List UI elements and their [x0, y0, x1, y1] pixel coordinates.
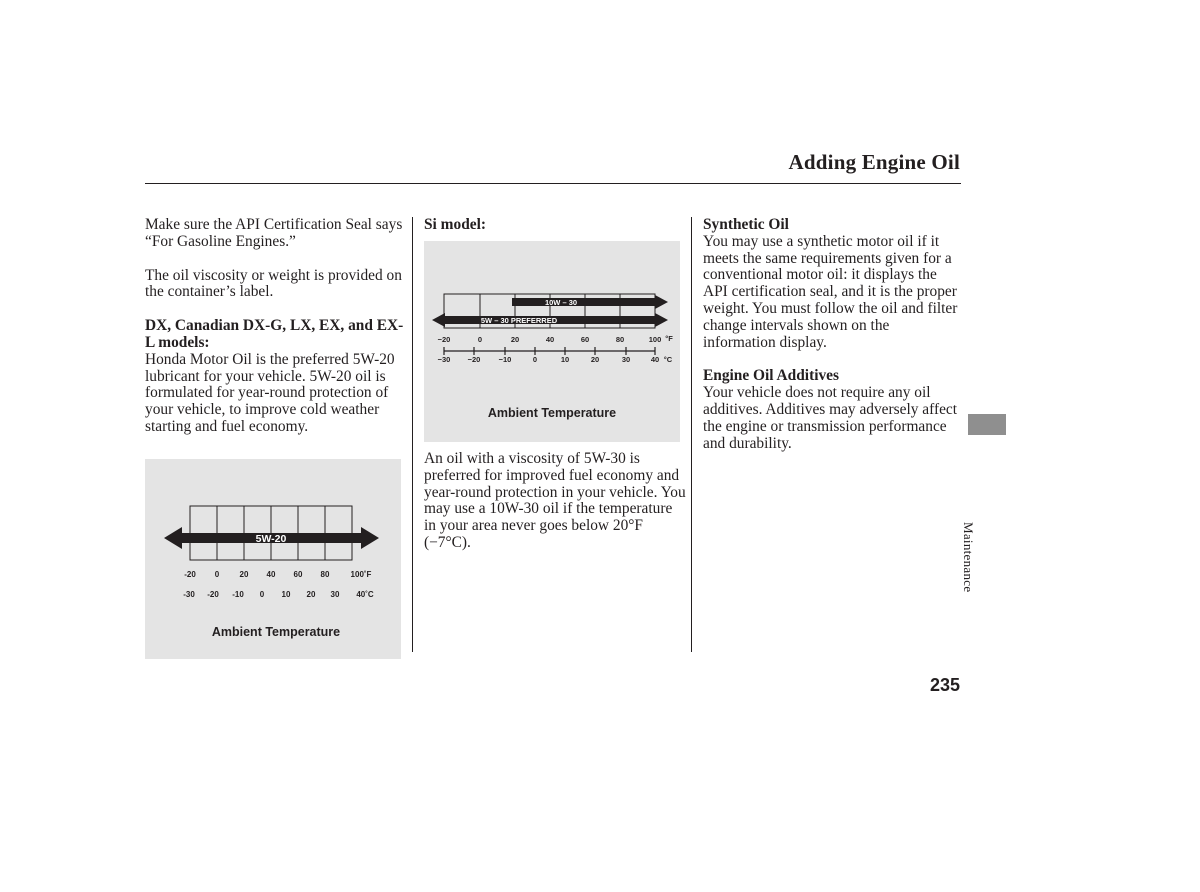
c-tick: 20 — [306, 590, 316, 599]
scale-axis — [444, 347, 655, 355]
section-tab-label: Maintenance — [961, 522, 976, 593]
f-tick: 80 — [615, 335, 625, 344]
f-tick: 0 — [477, 335, 483, 344]
column-1 — [145, 217, 407, 436]
f-tick: −20 — [437, 335, 451, 344]
c-tick: −20 — [467, 355, 481, 364]
page-number: 235 — [929, 675, 960, 695]
f-tick: 40 — [545, 335, 555, 344]
f-tick: 20 — [239, 570, 249, 579]
c-tick: 10 — [281, 590, 291, 599]
viscosity-chart-5w20 — [145, 459, 401, 659]
si-oil-paragraph: An oil with a viscosity of 5W-30 is preferred for improved fuel economy and year-round protection in your vehicle. You may use a 10W-30 oil if the temperature in your area never goes below 20°F (−7°C). — [424, 450, 686, 551]
c-tick: −30 — [437, 355, 451, 364]
api-seal-paragraph: Make sure the API Certification Seal says “For Gasoline Engines.” — [145, 216, 403, 250]
si-model-heading: Si model: — [424, 216, 486, 233]
c-tick: 30 — [621, 355, 631, 364]
models-heading: DX, Canadian DX-G, LX, EX, and EX-L models: — [145, 317, 404, 351]
synthetic-oil-paragraph: You may use a synthetic motor oil if it meets the same requirements given for a conventional motor oil: it displays the API certification seal, and it is the proper weight. You must follow the oil and filter change intervals shown on the information display. — [703, 232, 958, 351]
additives-heading: Engine Oil Additives — [703, 367, 839, 385]
c-tick: 10 — [560, 355, 570, 364]
c-tick: 20 — [590, 355, 600, 364]
f-tick: -20 — [184, 570, 196, 579]
f-tick: 100 — [648, 335, 662, 344]
chart2-caption: Ambient Temperature — [487, 406, 617, 420]
header-rule — [145, 183, 961, 184]
c-tick: 0 — [259, 590, 265, 599]
viscosity-chart-si — [424, 241, 680, 442]
f-unit: °F — [665, 334, 673, 343]
c-tick: -30 — [183, 590, 195, 599]
band-10w30-arrow — [512, 295, 668, 309]
c-tick: -10 — [232, 590, 244, 599]
viscosity-paragraph: The oil viscosity or weight is provided on the container’s label. — [145, 266, 402, 301]
column-divider — [412, 217, 413, 652]
f-tick: 0 — [214, 570, 220, 579]
band-10w30-label: 10W – 30 — [544, 298, 578, 307]
c-tick: 30 — [330, 590, 340, 599]
chart1-caption: Ambient Temperature — [211, 625, 341, 639]
c-tick: −10 — [498, 355, 512, 364]
band-5w20-label: 5W-20 — [255, 533, 287, 545]
page-title: Adding Engine Oil — [788, 150, 960, 174]
band-5w30-label: 5W – 30 PREFERRED — [480, 316, 558, 325]
column-2-body — [424, 451, 686, 552]
c-tick: -20 — [207, 590, 219, 599]
c-tick: 40˚C — [356, 590, 374, 599]
f-tick: 100˚F — [350, 570, 372, 579]
section-tab-marker — [968, 414, 1006, 435]
additives-paragraph: Your vehicle does not require any oil additives. Additives may adversely affect the engine or transmission performance and durability. — [703, 384, 958, 452]
honda-oil-paragraph: Honda Motor Oil is the preferred 5W-20 lubricant for your vehicle. 5W-20 oil is formulated for year-round protection of your vehicle, to improve cold weather starting and fuel economy. — [145, 350, 395, 435]
column-3 — [703, 217, 961, 452]
f-tick: 20 — [510, 335, 520, 344]
c-tick: 40 — [650, 355, 660, 364]
c-unit: °C — [663, 355, 673, 364]
f-tick: 40 — [266, 570, 276, 579]
f-tick: 80 — [320, 570, 330, 579]
f-tick: 60 — [580, 335, 590, 344]
synthetic-oil-heading: Synthetic Oil — [703, 216, 789, 233]
f-tick: 60 — [293, 570, 303, 579]
c-tick: 0 — [532, 355, 538, 364]
column-divider — [691, 217, 692, 652]
